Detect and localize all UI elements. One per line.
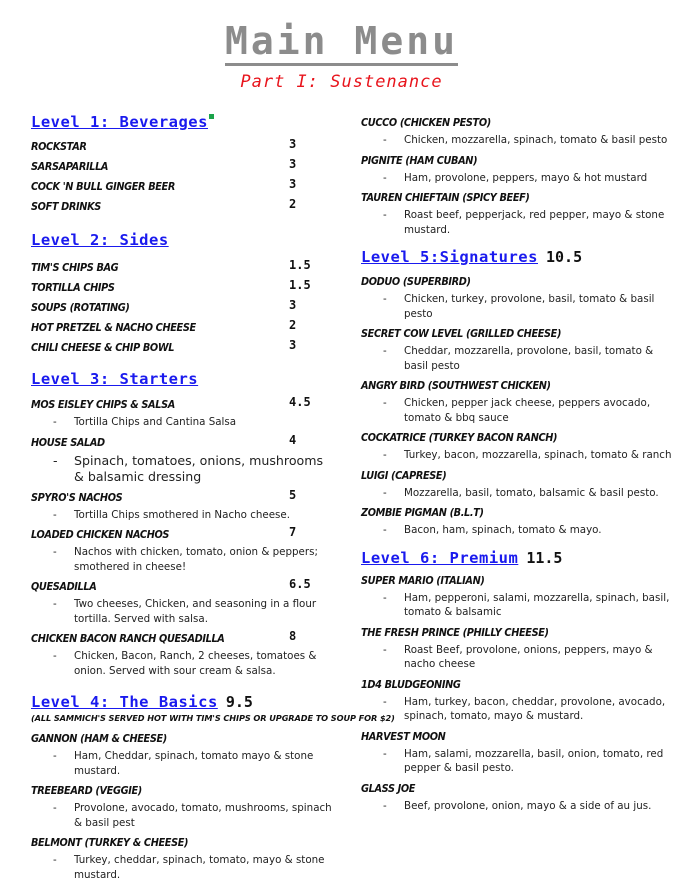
item-name: BELMONT (TURKEY & CHEESE): [31, 837, 189, 849]
menu-item: [31, 277, 336, 297]
menu-item-row: [31, 196, 336, 216]
menu-section: [361, 548, 676, 570]
item-description: - Cheddar, mozzarella, provolone, basil, tomato & basil pesto: [361, 344, 676, 373]
section-price: 11.5: [526, 548, 563, 567]
item-name: CHICKEN BACON RANCH QUESADILLA: [31, 633, 225, 645]
item-description: - Turkey, bacon, mozzarella, spinach, tomato & ranch: [361, 448, 676, 463]
item-description: - Chicken, pepper jack cheese, peppers avocado, tomato & bbq sauce: [361, 396, 676, 425]
item-price: 2: [289, 197, 297, 211]
menu-item: [361, 622, 676, 672]
section-heading: [31, 112, 336, 132]
item-name: SOUPS (ROTATING): [31, 302, 130, 314]
menu-item: [361, 150, 676, 186]
item-name: MOS EISLEY CHIPS & SALSA: [31, 399, 175, 411]
item-name: SUPER MARIO (ITALIAN): [361, 574, 485, 587]
menu-item: [361, 112, 676, 148]
item-name: ZOMBIE PIGMAN (B.L.T): [361, 507, 484, 519]
menu-item: [361, 465, 676, 501]
menu-item: [31, 297, 336, 317]
menu-item-row: [31, 257, 336, 277]
menu-item-row: [361, 271, 676, 291]
menu-item-row: [31, 780, 336, 800]
item-name: THE FRESH PRINCE (PHILLY CHEESE): [361, 626, 549, 639]
item-description: - Spinach, tomatoes, onions, mushrooms & balsamic dressing: [31, 453, 336, 485]
menu-item: [361, 375, 676, 425]
menu-item: [31, 136, 336, 156]
menu-item-row: [31, 524, 336, 544]
menu-item-row: [361, 187, 676, 207]
menu-item: [31, 432, 336, 485]
menu-item-row: [361, 375, 676, 395]
menu-item-row: [31, 156, 336, 176]
menu-item-row: [31, 432, 336, 452]
menu-item-row: [361, 674, 676, 694]
item-name: PIGNITE (HAM CUBAN): [361, 154, 478, 167]
menu-item: [31, 728, 336, 778]
menu-item: [361, 427, 676, 463]
item-name: COCKATRICE (TURKEY BACON RANCH): [361, 432, 558, 444]
item-name: TIM'S CHIPS BAG: [31, 262, 119, 274]
item-name: GLASS JOE: [361, 782, 416, 795]
item-description: - Ham, turkey, bacon, cheddar, provolone, avocado, spinach, tomato, mayo & mustard.: [361, 695, 676, 724]
menu-section: [31, 112, 336, 136]
menu-title: Main Menu: [0, 18, 683, 64]
item-name: CUCCO (CHICKEN PESTO): [361, 117, 491, 129]
menu-item: [361, 323, 676, 373]
menu-item-row: [31, 576, 336, 596]
item-name: TREEBEARD (VEGGIE): [31, 785, 142, 797]
item-name: HOUSE SALAD: [31, 436, 105, 449]
section-heading: [31, 369, 336, 389]
item-description: - Tortilla Chips smothered in Nacho cheese.: [31, 508, 336, 523]
item-price: 4.5: [289, 395, 311, 409]
menu-item: [361, 778, 676, 814]
item-price: 5: [289, 487, 297, 502]
section-title: Level 4: The Basics: [31, 693, 218, 711]
item-description: - Tortilla Chips and Cantina Salsa: [31, 415, 336, 430]
item-price: 3: [289, 157, 297, 171]
item-description: - Roast beef, pepperjack, red pepper, mayo & stone mustard.: [361, 208, 676, 237]
menu-item-row: [31, 317, 336, 337]
item-name: HARVEST MOON: [361, 730, 446, 743]
menu-item-row: [361, 502, 676, 522]
menu-item-row: [361, 112, 676, 132]
section-note: (ALL SAMMICH'S SERVED HOT WITH TIM'S CHIPS OR UPGRADE TO SOUP FOR $2): [31, 713, 395, 723]
item-description: - Mozzarella, basil, tomato, balsamic & basil pesto.: [361, 486, 676, 501]
item-description: - Nachos with chicken, tomato, onion & peppers; smothered in cheese!: [31, 545, 336, 574]
section-heading: [31, 230, 336, 250]
item-price: 1.5: [289, 278, 311, 292]
menu-item-row: [31, 176, 336, 196]
section-price: 9.5: [225, 693, 253, 711]
menu-item-row: [31, 136, 336, 156]
menu-item: [31, 196, 336, 216]
menu-item-row: [31, 394, 336, 414]
item-name: SPYRO'S NACHOS: [31, 491, 123, 504]
menu-item-row: [31, 297, 336, 317]
item-price: 3: [289, 338, 297, 352]
section-heading: [361, 247, 676, 267]
item-description: - Bacon, ham, spinach, tomato & mayo.: [361, 523, 676, 538]
menu-item: [361, 187, 676, 237]
section-title: Level 2: Sides: [31, 231, 169, 249]
section-heading: [361, 548, 676, 568]
menu-item: [31, 257, 336, 277]
item-description: - Chicken, mozzarella, spinach, tomato & basil pesto: [361, 133, 676, 148]
item-name: DODUO (SUPERBIRD): [361, 276, 471, 288]
menu-item-row: [31, 277, 336, 297]
item-description: - Ham, provolone, peppers, mayo & hot mustard: [361, 171, 676, 186]
menu-item-row: [31, 628, 336, 648]
item-name: TORTILLA CHIPS: [31, 282, 115, 294]
item-description: - Beef, provolone, onion, mayo & a side of au jus.: [361, 799, 676, 814]
menu-item: [31, 832, 336, 882]
section-heading: [31, 692, 336, 712]
item-price: 7: [289, 525, 297, 539]
menu-section: [31, 369, 336, 394]
section-price: 10.5: [545, 248, 583, 266]
menu-item-row: [31, 728, 336, 748]
item-description: - Provolone, avocado, tomato, mushrooms, spinach & basil pest: [31, 801, 336, 830]
menu-item: [31, 487, 336, 523]
menu-item-row: [31, 487, 336, 507]
item-description: - Roast Beef, provolone, onions, peppers, mayo & nacho cheese: [361, 643, 676, 672]
item-description: - Ham, salami, mozzarella, basil, onion, tomato, red pepper & basil pesto.: [361, 747, 676, 776]
item-name: SOFT DRINKS: [31, 201, 101, 213]
menu-item: [31, 317, 336, 337]
menu-subtitle: Part I: Sustenance: [240, 72, 443, 92]
item-description: - Ham, pepperoni, salami, mozzarella, spinach, basil, tomato & balsamic: [361, 591, 676, 620]
menu-item: [361, 570, 676, 620]
item-description: - Two cheeses, Chicken, and seasoning in a flour tortilla. Served with salsa.: [31, 597, 336, 626]
item-name: TAUREN CHIEFTAIN (SPICY BEEF): [361, 192, 530, 204]
menu-section: [361, 247, 676, 271]
item-name: SARSAPARILLA: [31, 161, 109, 173]
section-title: Level 6: Premium: [361, 548, 519, 567]
item-name: HOT PRETZEL & NACHO CHEESE: [31, 322, 196, 334]
menu-item-row: [361, 726, 676, 746]
menu-item: [31, 628, 336, 678]
item-name: LUIGI (CAPRESE): [361, 469, 447, 482]
menu-item-row: [361, 150, 676, 170]
menu-item-row: [361, 570, 676, 590]
menu-item: [31, 524, 336, 574]
text-cursor: [209, 114, 214, 119]
item-price: 6.5: [289, 577, 311, 591]
item-name: SECRET COW LEVEL (GRILLED CHEESE): [361, 328, 562, 340]
section-title: Level 1: Beverages: [31, 113, 208, 131]
menu-item: [361, 271, 676, 321]
item-price: 3: [289, 137, 297, 151]
menu-item: [31, 780, 336, 830]
menu-item-row: [31, 337, 336, 357]
item-description: - Chicken, Bacon, Ranch, 2 cheeses, tomatoes & onion. Served with sour cream & salsa.: [31, 649, 336, 678]
item-description: - Turkey, cheddar, spinach, tomato, mayo & stone mustard.: [31, 853, 336, 882]
menu-item: [31, 176, 336, 196]
menu-item: [361, 674, 676, 724]
item-price: 3: [289, 177, 297, 191]
item-name: GANNON (HAM & CHEESE): [31, 733, 167, 745]
item-description: - Ham, Cheddar, spinach, tomato mayo & stone mustard.: [31, 749, 336, 778]
menu-item-row: [361, 427, 676, 447]
menu-item-row: [361, 323, 676, 343]
menu-item: [31, 156, 336, 176]
menu-item-row: [31, 832, 336, 852]
item-name: CHILI CHEESE & CHIP BOWL: [31, 342, 175, 354]
item-price: 1.5: [289, 258, 311, 272]
menu-section: [31, 692, 395, 728]
menu-item: [31, 394, 336, 430]
menu-item-row: [361, 778, 676, 798]
item-name: LOADED CHICKEN NACHOS: [31, 529, 170, 541]
item-name: ROCKSTAR: [31, 141, 87, 153]
item-name: 1D4 BLUDGEONING: [361, 678, 461, 691]
menu-item: [361, 502, 676, 538]
section-title: Level 3: Starters: [31, 370, 199, 388]
item-description: - Chicken, turkey, provolone, basil, tomato & basil pesto: [361, 292, 676, 321]
item-name: COCK 'N BULL GINGER BEER: [31, 181, 175, 193]
item-price: 2: [289, 318, 297, 332]
menu-item: [361, 726, 676, 776]
item-name: ANGRY BIRD (SOUTHWEST CHICKEN): [361, 380, 551, 392]
menu-item-row: [361, 622, 676, 642]
item-price: 4: [289, 432, 297, 447]
menu-item-row: [361, 465, 676, 485]
menu-section: [31, 230, 336, 257]
menu-item: [31, 576, 336, 626]
section-title: Level 5:Signatures: [361, 248, 538, 266]
item-price: 3: [289, 298, 297, 312]
item-price: 8: [289, 629, 297, 643]
item-name: QUESADILLA: [31, 581, 97, 593]
menu-item: [31, 337, 336, 357]
right-column: [361, 112, 676, 815]
